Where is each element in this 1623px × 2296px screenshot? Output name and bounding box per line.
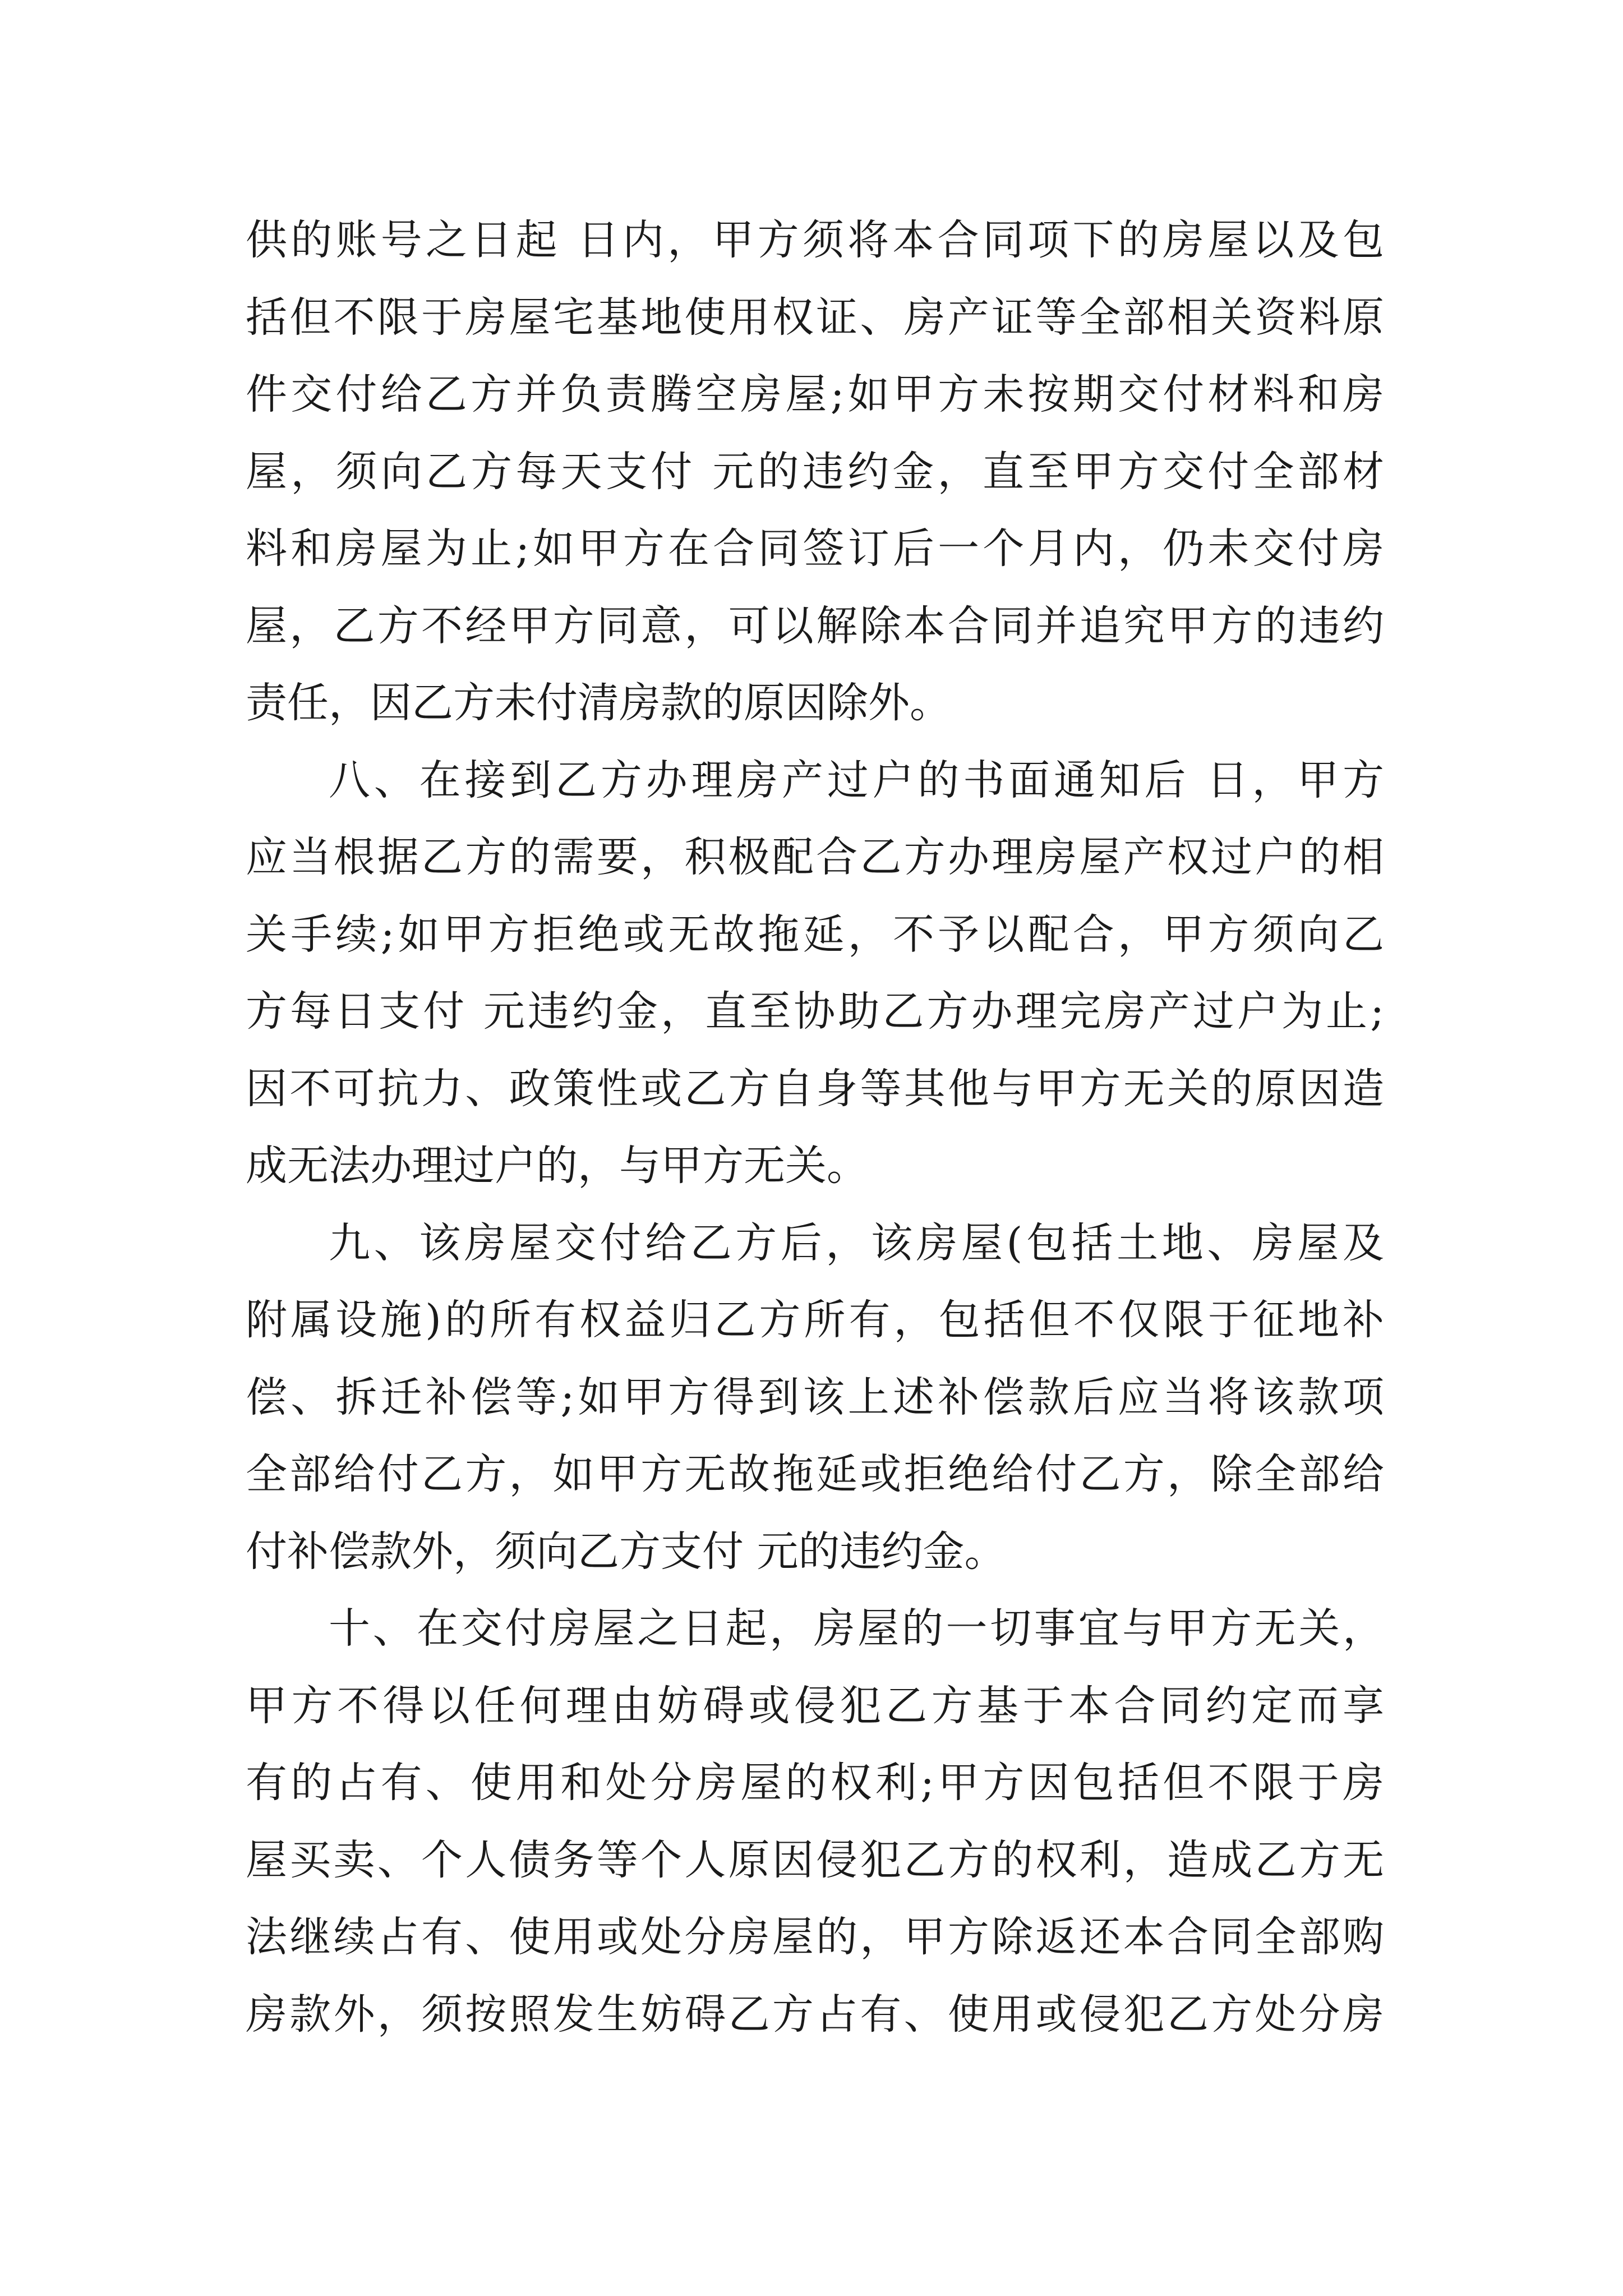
text-line: 责任，因乙方未付清房款的原因除外。 (246, 679, 951, 727)
paragraph-7-continuation (246, 202, 1384, 742)
text-line: 括但不限于房屋宅基地使用权证、房产证等全部相关资料原 (246, 293, 1384, 342)
text-line: 十、在交付房屋之日起，房屋的一切事宜与甲方无关， (329, 1604, 1384, 1653)
document-body (246, 202, 1384, 2053)
text-line: 应当根据乙方的需要，积极配合乙方办理房屋产权过户的相 (246, 833, 1384, 881)
text-line: 屋，须向乙方每天支付 元的违约金，直至甲方交付全部材 (246, 447, 1384, 496)
text-line: 房款外，须按照发生妨碍乙方占有、使用或侵犯乙方处分房 (246, 1990, 1384, 2039)
text-line: 屋买卖、个人债务等个人原因侵犯乙方的权利，造成乙方无 (246, 1835, 1384, 1884)
text-line: 因不可抗力、政策性或乙方自身等其他与甲方无关的原因造 (246, 1064, 1384, 1113)
text-line: 附属设施)的所有权益归乙方所有，包括但不仅限于征地补 (246, 1296, 1384, 1344)
text-line: 法继续占有、使用或处分房屋的，甲方除返还本合同全部购 (246, 1913, 1384, 1961)
text-line: 成无法办理过户的，与甲方无关。 (246, 1142, 868, 1190)
text-line: 八、在接到乙方办理房产过户的书面通知后 日，甲方 (329, 756, 1384, 804)
text-line: 件交付给乙方并负责腾空房屋;如甲方未按期交付材料和房 (246, 370, 1384, 418)
text-line: 供的账号之日起 日内，甲方须将本合同项下的房屋以及包 (246, 216, 1384, 264)
text-line: 关手续;如甲方拒绝或无故拖延，不予以配合，甲方须向乙 (246, 910, 1384, 959)
text-line: 九、该房屋交付给乙方后，该房屋(包括土地、房屋及 (329, 1218, 1384, 1267)
text-line: 料和房屋为止;如甲方在合同签订后一个月内，仍未交付房 (246, 524, 1384, 573)
text-line: 方每日支付 元违约金，直至协助乙方办理完房产过户为止; (246, 987, 1384, 1036)
text-line: 全部给付乙方，如甲方无故拖延或拒绝给付乙方，除全部给 (246, 1450, 1384, 1498)
text-line: 有的占有、使用和处分房屋的权利;甲方因包括但不限于房 (246, 1759, 1384, 1807)
paragraph-9 (246, 1205, 1384, 1591)
paragraph-8 (246, 742, 1384, 1205)
text-line: 甲方不得以任何理由妨碍或侵犯乙方基于本合同约定而享 (246, 1681, 1384, 1730)
text-line: 屋，乙方不经甲方同意，可以解除本合同并追究甲方的违约 (246, 601, 1384, 650)
paragraph-10 (246, 1590, 1384, 2053)
text-line: 偿、拆迁补偿等;如甲方得到该上述补偿款后应当将该款项 (246, 1373, 1384, 1421)
text-line: 付补偿款外，须向乙方支付 元的违约金。 (246, 1527, 1006, 1576)
